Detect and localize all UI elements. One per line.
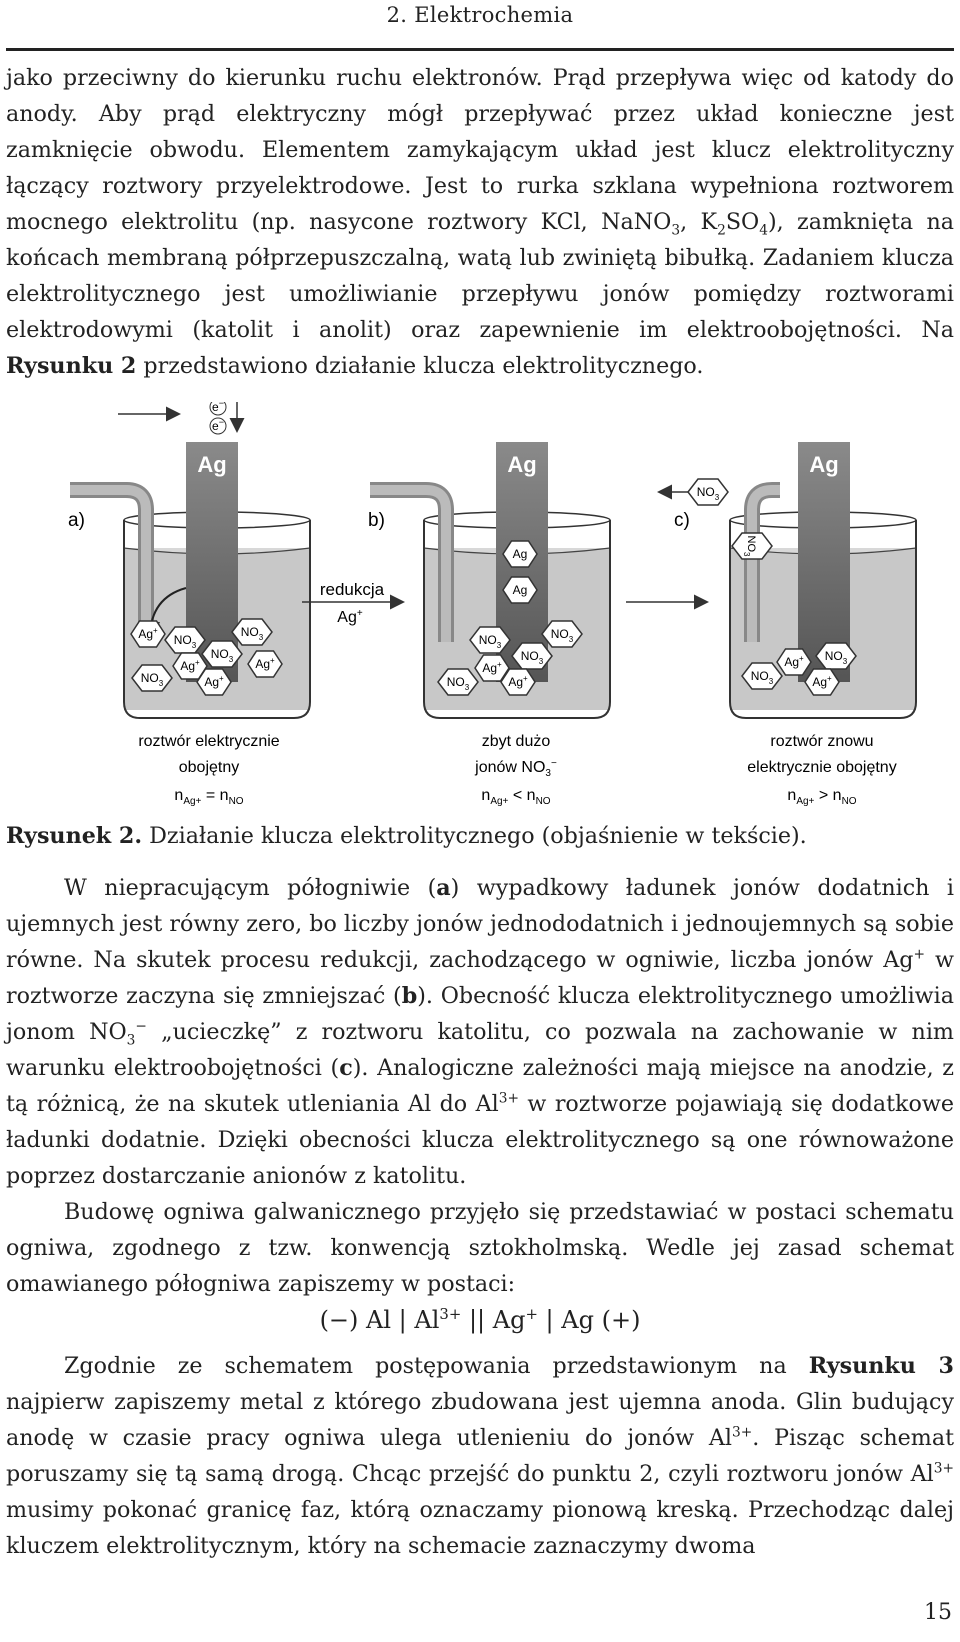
svg-text:Ag+: Ag+ <box>255 656 275 671</box>
svg-text:Ag: Ag <box>507 452 537 477</box>
panel-a <box>68 442 310 807</box>
figure-salt-bridge <box>0 402 960 820</box>
svg-text:NO3: $NO_3$ <box>520 649 544 666</box>
paragraph-3: Budowę ogniwa galwanicznego przyjęło się przedstawiać w postaci schematu ogniwa, zgodnego z tzw. konwencją sztokholmską. Wedle jej zasad schemat omawianego półogniwa zapiszemy w postaci: <box>6 1199 954 1297</box>
svg-text:Ag: Ag <box>512 547 528 561</box>
svg-text:NO3: $NO_3$ <box>750 669 774 686</box>
svg-text:jonów NO3−: jonów $NO_3^-$ <box>475 758 557 779</box>
svg-text:elektrycznie obojętny: elektrycznie obojętny <box>747 759 897 776</box>
svg-text:Ag+: Ag+ <box>180 658 200 673</box>
reduction-arrow <box>302 580 402 626</box>
svg-text:Ag: Ag <box>197 452 227 477</box>
paragraph-4: Zgodnie ze schematem postępowania przedstawionym na Rysunku 3 najpierw zapiszemy metal z którego zbudowana jest ujemna anoda. Glin budujący anodę w czasie pracy ogniwa ulega utlenieniu do jonów $Al^{3+}$. Pisząc schemat poruszamy się tą samą drogą. Chcąc przejść do punktu 2, czyli roztworu jonów $Al^{3+}$ musimy pokonać granicę faz, którą oznaczamy pionową kreską. Przechodząc dalej kluczem elektrolitycznym, który na schemacie zaznaczymy dwoma <box>6 1353 954 1559</box>
svg-text:nAg+ < nNO: $n_{Ag+} < n_{NO}$ <box>481 787 551 807</box>
svg-text:e−: e− <box>212 402 224 414</box>
svg-text:NO3: $NO_3$ <box>446 675 470 692</box>
svg-text:NO3: $NO_3$ <box>140 671 164 688</box>
svg-text:redukcja: redukcja <box>319 580 385 599</box>
svg-text:Ag: Ag <box>512 583 528 597</box>
page-number: 15 <box>924 1600 952 1625</box>
svg-text:Ag+: Ag+ <box>337 608 363 626</box>
svg-text:roztwór znowu: roztwór znowu <box>770 733 874 750</box>
svg-text:NO3: $NO_3$ <box>696 485 720 502</box>
svg-text:zbyt dużo: zbyt dużo <box>481 733 551 750</box>
svg-text:NO3: $NO_3$ <box>240 625 264 642</box>
svg-text:Ag+: Ag+ <box>784 654 804 669</box>
figure-caption: Rysunek 2. Działanie klucza elektrolitycznego (objaśnienie w tekście). <box>6 823 807 849</box>
svg-text:NO3: $NO_3$ <box>478 633 502 650</box>
svg-text:NO3: $NO_3$ <box>824 649 848 666</box>
panel-c <box>660 442 916 807</box>
cell-schema-formula: (−) Al | $Al^{3+}$ || Ag+ | Ag (+) <box>319 1305 641 1334</box>
svg-text:NO3: $NO_3$ <box>173 633 197 650</box>
svg-text:Ag+: Ag+ <box>138 626 158 641</box>
svg-text:roztwór elektrycznie: roztwór elektrycznie <box>138 733 280 750</box>
svg-text:c): c) <box>674 510 690 531</box>
electron-flow <box>118 402 237 434</box>
svg-text:Ag+: Ag+ <box>482 660 502 675</box>
paragraph-2: W niepracującym półogniwie (a) wypadkowy ładunek jonów dodatnich i ujemnych jest równy zero, bo liczby jonów jednododatnich i jednoujemnych są sobie równe. Na skutek procesu redukcji, zachodzącego w ogniwie, liczba jonów Ag+ w roztworze zaczyna się zmniejszać (b). Obecność klucza elektrolitycznego umożliwia jonom $NO_3^-$ „ucieczkę” z roztworu katolitu, co pozwala na zachowanie w nim warunku elektroobojętności (c). Analogiczne zależności mają miejsce na anodzie, z tą różnicą, że na skutek utleniania Al do $Al^{3+}$ w roztworze pojawiają się dodatkowe ładunki dodatnie. Dzięki obecności klucza elektrolitycznego są one równoważone poprzez dostarczanie anionów z katolitu. <box>6 875 955 1189</box>
svg-text:obojętny: obojętny <box>178 759 240 776</box>
svg-text:NO3: $NO_3$ <box>742 535 757 557</box>
svg-text:e−: e− <box>212 417 224 433</box>
svg-text:NO3: $NO_3$ <box>210 647 234 664</box>
svg-text:nAg+ = nNO: $n_{Ag+} = n_{NO}$ <box>174 787 244 807</box>
svg-text:Ag+: Ag+ <box>812 674 832 689</box>
svg-text:Ag+: Ag+ <box>204 674 224 689</box>
svg-text:a): a) <box>68 510 85 531</box>
svg-text:Ag+: Ag+ <box>508 674 528 689</box>
panel-b <box>368 442 610 807</box>
paragraph-1: jako przeciwny do kierunku ruchu elektronów. Prąd przepływa więc od katody do anody. Aby prąd elektryczny mógł przepływać przez układ konieczne jest zamknięcie obwodu. Elementem zamykającym układ jest klucz elektrolityczny łączący roztwory przyelektrodowe. Jest to rurka szklana wypełniona roztworem mocnego elektrolitu (np. nasycone roztwory KCl, NaNO$_3$, $K_2SO_4$), zamknięta na końcach membraną półprzepuszczalną, watą lub zwiniętą bibułką. Zadaniem klucza elektrolitycznego jest umożliwianie przepływu jonów pomiędzy roztworami elektrodowymi (katolit i anolit) oraz zapewnienie im elektroobojętności. Na Rysunku 2 przedstawiono działanie klucza elektrolitycznego. <box>6 65 954 379</box>
svg-text:nAg+ > nNO: $n_{Ag+} > n_{NO}$ <box>787 787 857 807</box>
svg-text:NO3: $NO_3$ <box>550 627 574 644</box>
svg-text:Ag: Ag <box>809 452 839 477</box>
svg-text:b): b) <box>368 510 385 531</box>
running-header: 2. Elektrochemia <box>386 3 574 27</box>
header-rule <box>6 48 954 51</box>
